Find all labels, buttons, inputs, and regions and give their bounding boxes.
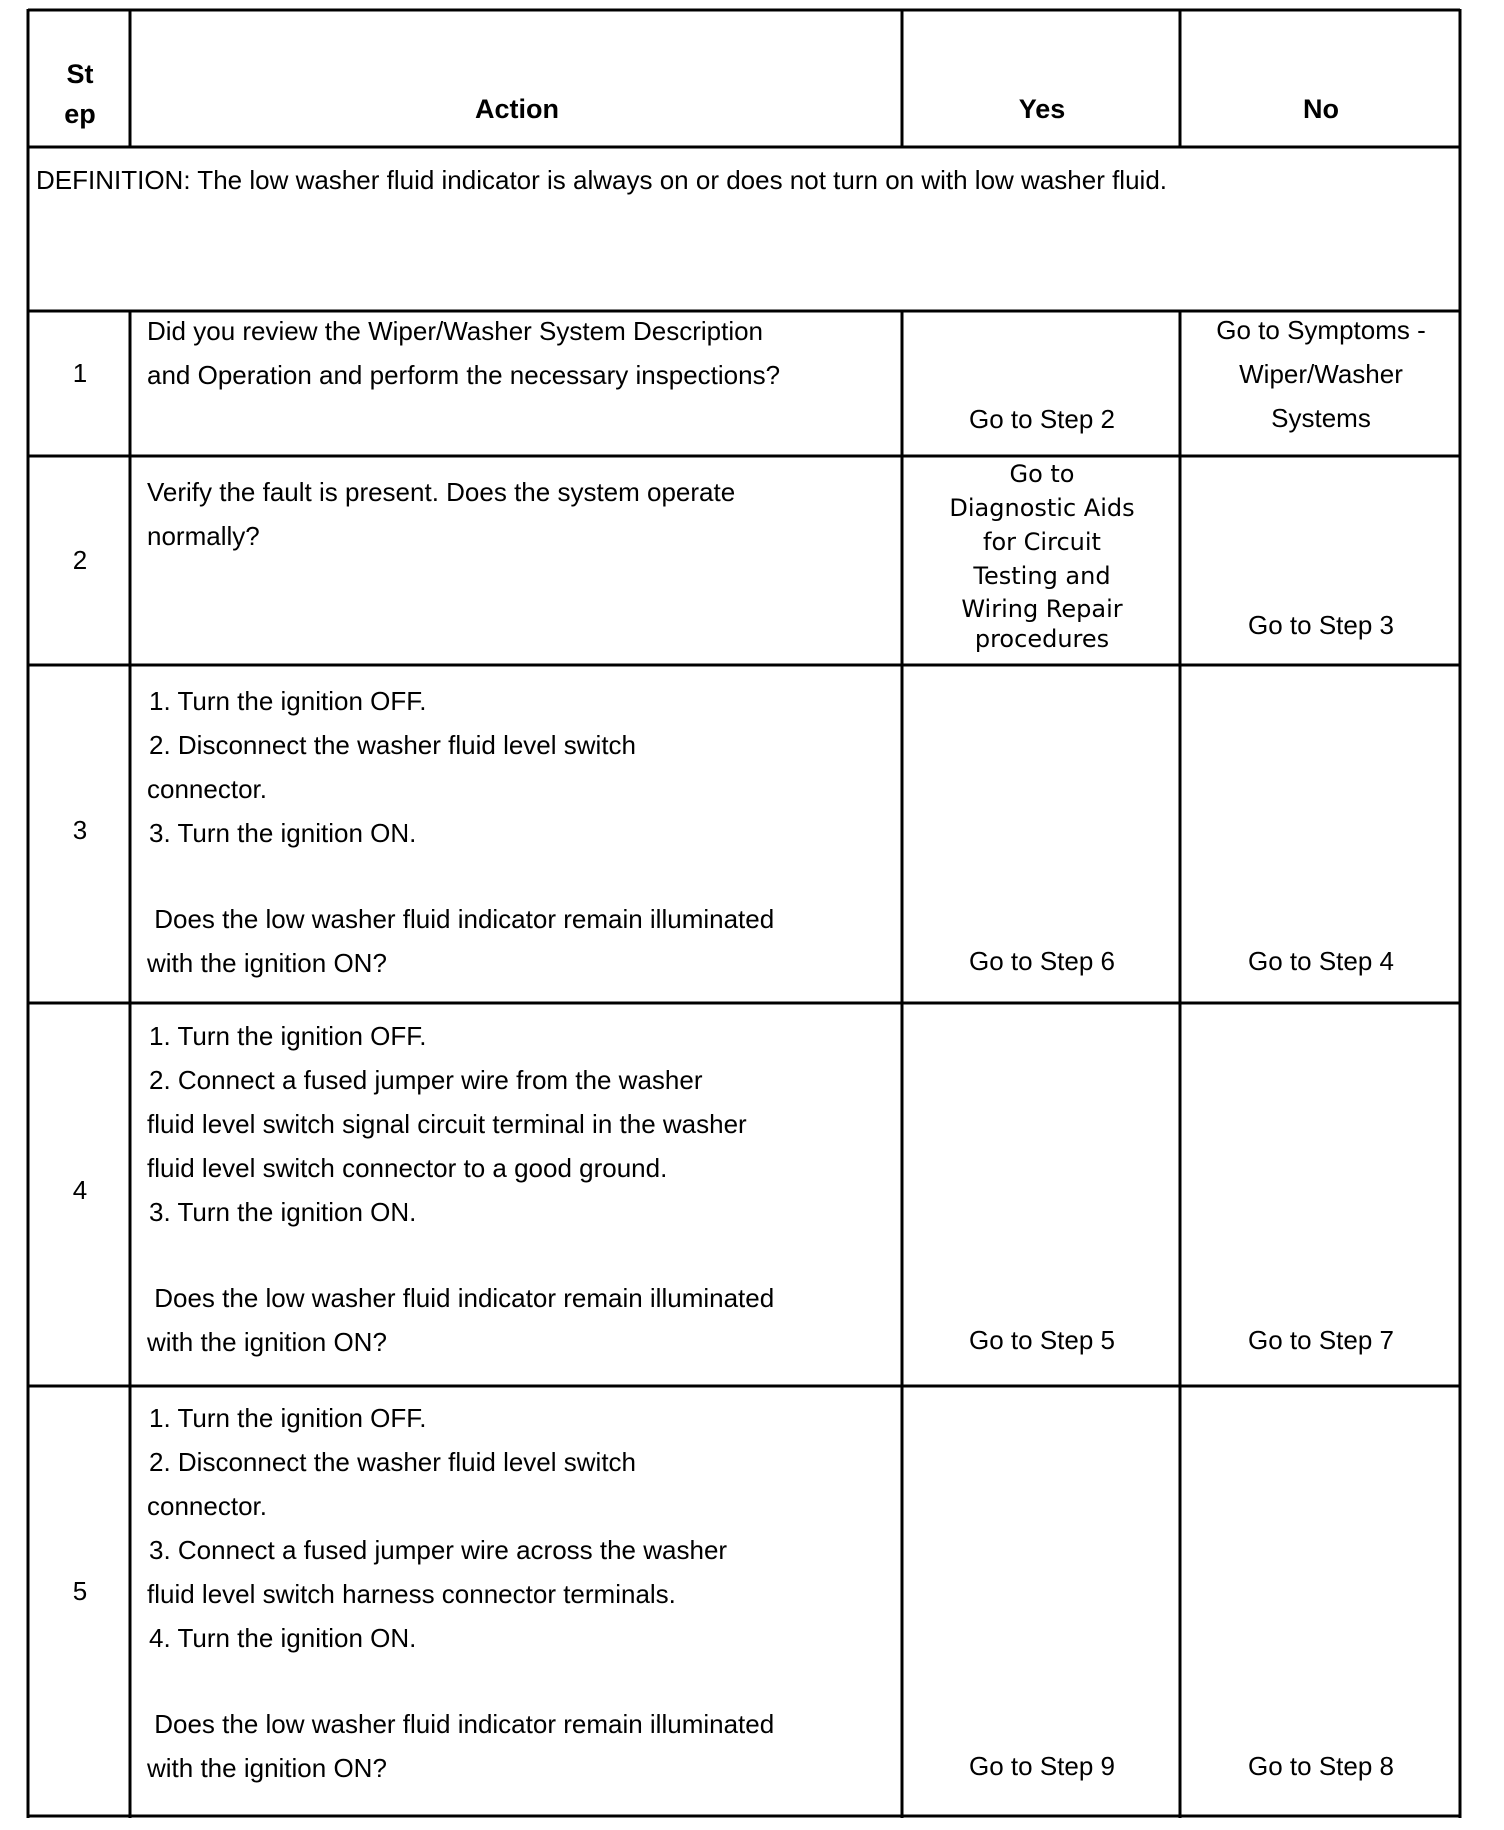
- action-line: 4. Turn the ignition ON.: [149, 1623, 417, 1653]
- action-line: 2. Disconnect the washer fluid level switch: [149, 1447, 637, 1477]
- header-no: No: [1303, 94, 1339, 124]
- action-line: with the ignition ON?: [147, 1327, 387, 1357]
- action-line: with the ignition ON?: [147, 948, 387, 978]
- action-line: 1. Turn the ignition OFF.: [149, 1021, 427, 1051]
- yes-result-line: Go to: [1009, 460, 1075, 488]
- action-line: Verify the fault is present. Does the system operate: [147, 477, 736, 507]
- action-line: 2. Disconnect the washer fluid level switch: [149, 730, 637, 760]
- step-number: 4: [72, 1175, 88, 1205]
- no-result: Go to Step 3: [1248, 610, 1394, 640]
- yes-result: Go to Step 6: [969, 946, 1115, 976]
- definition-text: DEFINITION: The low washer fluid indicator is always on or does not turn on with low washer fluid.: [36, 165, 1167, 195]
- action-line: with the ignition ON?: [147, 1753, 387, 1783]
- no-result-line: Go to Symptoms -: [1216, 315, 1426, 345]
- action-line: 1. Turn the ignition OFF.: [149, 1403, 427, 1433]
- action-line: fluid level switch harness connector terminals.: [147, 1579, 676, 1609]
- yes-result-line: procedures: [974, 625, 1110, 653]
- action-line: normally?: [147, 521, 260, 551]
- action-line: 3. Connect a fused jumper wire across the washer: [149, 1535, 728, 1565]
- header-yes: Yes: [1018, 94, 1066, 124]
- yes-result-line: Diagnostic Aids: [949, 494, 1135, 522]
- action-line: 3. Turn the ignition ON.: [149, 818, 417, 848]
- action-line: Does the low washer fluid indicator remain illuminated: [147, 904, 775, 934]
- yes-result: Go to Step 5: [969, 1325, 1115, 1355]
- action-line: Does the low washer fluid indicator remain illuminated: [147, 1283, 775, 1313]
- action-line: fluid level switch connector to a good ground.: [147, 1153, 668, 1183]
- step-number: 5: [72, 1576, 88, 1606]
- step-number: 3: [72, 815, 88, 845]
- action-line: 2. Connect a fused jumper wire from the washer: [149, 1065, 703, 1095]
- action-line: 1. Turn the ignition OFF.: [149, 686, 427, 716]
- no-result-line: Systems: [1271, 403, 1371, 433]
- no-result: Go to Step 8: [1248, 1751, 1394, 1781]
- yes-result: Go to Step 2: [969, 404, 1115, 434]
- step-number: 2: [72, 545, 88, 575]
- action-line: and Operation and perform the necessary inspections?: [147, 360, 781, 390]
- yes-result-line: Wiring Repair: [961, 595, 1123, 623]
- yes-result: Go to Step 9: [969, 1751, 1115, 1781]
- step-number: 1: [72, 358, 88, 388]
- no-result-line: Wiper/Washer: [1239, 359, 1403, 389]
- header-step: St ep: [64, 59, 96, 129]
- action-line: 3. Turn the ignition ON.: [149, 1197, 417, 1227]
- yes-result-line: Testing and: [973, 562, 1111, 590]
- action-line: Does the low washer fluid indicator remain illuminated: [147, 1709, 775, 1739]
- action-line: Did you review the Wiper/Washer System Description: [147, 316, 764, 346]
- action-line: connector.: [147, 1491, 267, 1521]
- yes-result-line: for Circuit: [983, 528, 1101, 556]
- action-line: connector.: [147, 774, 267, 804]
- header-action: Action: [475, 94, 559, 124]
- no-result: Go to Step 7: [1248, 1325, 1394, 1355]
- no-result: Go to Step 4: [1248, 946, 1394, 976]
- action-line: fluid level switch signal circuit terminal in the washer: [147, 1109, 747, 1139]
